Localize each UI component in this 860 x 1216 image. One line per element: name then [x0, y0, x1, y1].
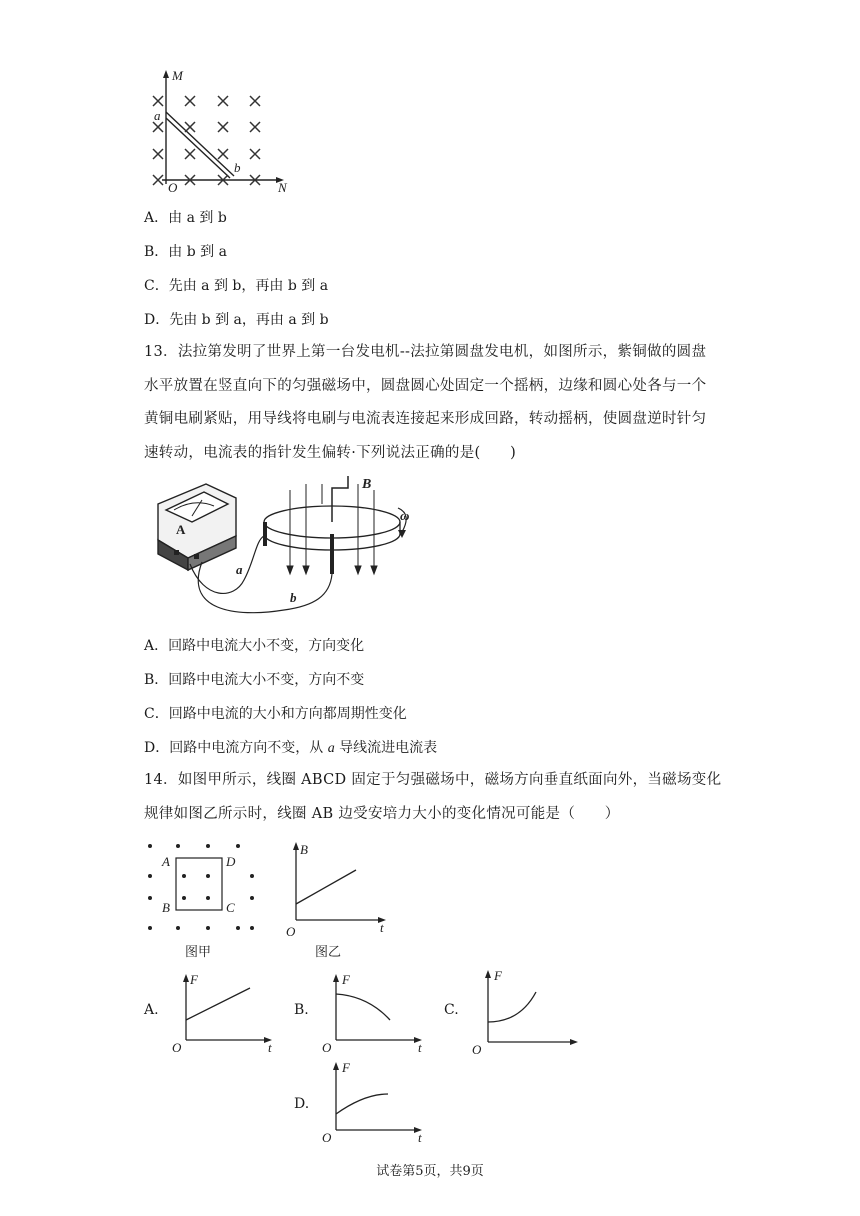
- q12-option-d[interactable]: D．先由 b 到 a，再由 a 到 b: [144, 312, 329, 328]
- q14-choice-d-letter[interactable]: D.: [294, 1096, 310, 1112]
- q14-choice-a-letter[interactable]: A.: [144, 1002, 159, 1018]
- label-O: O: [168, 180, 178, 195]
- q14-choice-a-graph[interactable]: [168, 972, 278, 1056]
- label-a: a: [154, 108, 161, 123]
- q13-option-c[interactable]: C．回路中电流的大小和方向都周期性变化: [144, 706, 407, 722]
- q14-choice-b-graph[interactable]: [318, 972, 428, 1056]
- caption-jia: 图甲: [184, 944, 212, 959]
- q14-figure-yi: [280, 836, 400, 966]
- svg-text:t: t: [418, 1130, 422, 1144]
- svg-text:O: O: [322, 1130, 332, 1144]
- axis-y-B: B: [300, 842, 308, 857]
- label-N: N: [278, 180, 287, 195]
- q14-choice-d-graph[interactable]: [318, 1060, 428, 1144]
- svg-text:O: O: [472, 1042, 482, 1056]
- q14-choice-c-graph[interactable]: [468, 966, 588, 1056]
- label-B: B: [162, 900, 170, 915]
- svg-text:F: F: [494, 968, 502, 983]
- ammeter-label-A: A: [176, 522, 186, 537]
- origin-O: O: [286, 924, 296, 939]
- label-A: A: [162, 854, 170, 869]
- wire-label-b: b: [290, 590, 297, 605]
- q14-stem: 14．如图甲所示，线圈 ABCD 固定于匀强磁场中，磁场方向垂直纸面向外，当磁场变化 规律如图乙所示时，线圈 AB 边受安培力大小的变化情况可能是（ ）: [144, 772, 722, 822]
- wire-label-a: a: [236, 562, 243, 577]
- svg-text:F: F: [190, 972, 198, 987]
- q13-option-b[interactable]: B．回路中电流大小不变，方向不变: [144, 672, 365, 688]
- label-omega: ω: [400, 508, 410, 523]
- q14-figure-jia: [140, 836, 270, 966]
- axis-x-t: t: [380, 920, 384, 935]
- q13-option-d[interactable]: D．回路中电流方向不变，从 a 导线流进电流表: [144, 740, 438, 756]
- edge-brush: [263, 522, 267, 546]
- ammeter: [158, 484, 236, 570]
- page-footer: 试卷第5页，共9页: [376, 1164, 484, 1179]
- q12-option-a[interactable]: A．由 a 到 b: [144, 210, 227, 226]
- q13-option-a[interactable]: A．回路中电流大小不变，方向变化: [144, 638, 365, 654]
- label-D: D: [226, 854, 236, 869]
- svg-text:F: F: [342, 1060, 350, 1075]
- svg-text:O: O: [172, 1040, 182, 1055]
- svg-text:t: t: [418, 1040, 422, 1055]
- magnetic-field-crosses: [153, 96, 260, 185]
- coil-abcd: [176, 858, 222, 910]
- q13-stem: 13．法拉第发明了世界上第一台发电机--法拉第圆盘发电机，如图所示，紫铜做的圆盘 水平放置在竖直向下的匀强磁场中，圆盘圆心处固定一个摇柄，边缘和圆心处各与一个 黄铜电刷紧贴，用导线将电刷与电流表连接起来形成回路，转动摇柄，使圆盘逆时针匀 速转动，电流表的指针发生偏转·下列说法正确的是( ): [144, 344, 707, 461]
- q14-choice-c-letter[interactable]: C.: [444, 1002, 459, 1018]
- q12-figure: [148, 66, 298, 196]
- q14-choice-b-letter[interactable]: B.: [294, 1002, 309, 1018]
- svg-text:O: O: [322, 1040, 332, 1055]
- svg-text:t: t: [268, 1040, 272, 1055]
- label-M: M: [172, 68, 183, 83]
- label-b: b: [234, 160, 241, 175]
- q12-option-c[interactable]: C．先由 a 到 b，再由 b 到 a: [144, 278, 329, 294]
- q12-option-b[interactable]: B．由 b 到 a: [144, 244, 227, 260]
- svg-text:F: F: [342, 972, 350, 987]
- caption-yi: 图乙: [314, 944, 342, 959]
- q13-faraday-disk-figure: [144, 470, 434, 620]
- center-brush: [330, 534, 334, 574]
- label-B: B: [362, 477, 372, 492]
- label-C: C: [226, 900, 235, 915]
